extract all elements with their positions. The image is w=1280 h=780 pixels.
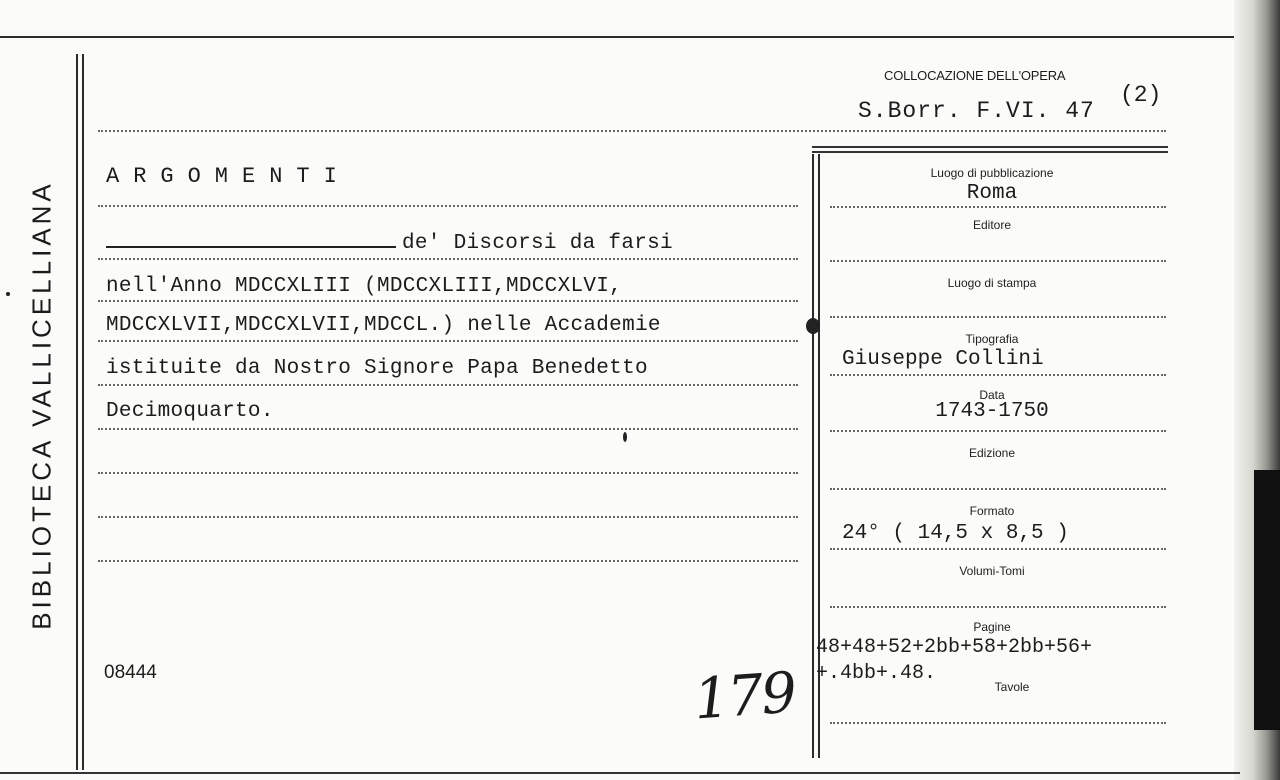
library-name: BIBLIOTECA VALLICELLIANA	[26, 180, 57, 630]
dotted-line	[98, 258, 798, 260]
title-lead-blank	[106, 246, 396, 248]
dotted-line	[98, 340, 798, 342]
data-label: Data	[979, 388, 1005, 402]
dotted-line	[830, 722, 1166, 724]
handwritten-number: 179	[691, 660, 798, 733]
tipografia-value: Giuseppe Collini	[842, 348, 1044, 371]
pagine-value-1: 48+48+52+2bb+58+2bb+56+	[816, 636, 1093, 659]
dotted-line	[98, 428, 798, 430]
dotted-line	[830, 488, 1166, 490]
title-line-3: MDCCXLVII,MDCCXLVII,MDCCL.) nelle Accademie	[106, 314, 661, 337]
dotted-line	[830, 430, 1166, 432]
pagine-value-2: +.4bb+.48.	[816, 662, 937, 685]
formato-value: 24° ( 14,5 x 8,5 )	[842, 522, 1069, 545]
dotted-line	[98, 516, 798, 518]
main-heading: ARGOMENTI	[106, 164, 351, 189]
dotted-line	[98, 472, 798, 474]
card-bottom-edge	[0, 772, 1240, 780]
volumi-label: Volumi-Tomi	[959, 564, 1025, 578]
ink-speck	[623, 432, 627, 442]
dotted-line	[830, 206, 1166, 208]
dotted-line	[830, 606, 1166, 608]
data-value: 1743-1750	[935, 400, 1049, 423]
formato-label: Formato	[969, 504, 1015, 518]
dotted-line	[830, 260, 1166, 262]
ink-speck	[6, 292, 10, 296]
dotted-line	[98, 560, 798, 562]
editore-label: Editore	[972, 218, 1012, 232]
dotted-line	[830, 548, 1166, 550]
tavole-label: Tavole	[994, 680, 1030, 694]
card-top-edge	[0, 0, 1240, 38]
dotted-line	[98, 384, 798, 386]
inventory-number: 08444	[104, 662, 157, 683]
title-line-1	[106, 232, 673, 255]
pagine-label: Pagine	[973, 620, 1011, 634]
title-text-1: de' Discorsi da farsi	[402, 232, 673, 255]
collocation-value: S.Borr. F.VI. 47	[858, 98, 1095, 124]
luogo-pubblicazione-label: Luogo di pubblicazione	[930, 166, 1054, 180]
title-line-4: istituite da Nostro Signore Papa Benedetto	[106, 357, 648, 380]
metadata-panel	[812, 148, 1172, 758]
title-line-2: nell'Anno MDCCXLIII (MDCCXLIII,MDCCXLVI,	[106, 275, 623, 298]
dotted-line	[830, 316, 1166, 318]
collocation-label: COLLOCAZIONE DELL'OPERA	[884, 68, 1066, 83]
left-margin-rule-inner	[82, 54, 84, 770]
title-line-5: Decimoquarto.	[106, 400, 274, 423]
dotted-line	[830, 374, 1166, 376]
edizione-label: Edizione	[968, 446, 1016, 460]
tipografia-label: Tipografia	[965, 332, 1019, 346]
collocation-superscript: (2)	[1120, 82, 1162, 108]
luogo-stampa-label: Luogo di stampa	[947, 276, 1037, 290]
dotted-line	[98, 300, 798, 302]
header-dotted-line	[98, 130, 1166, 132]
card-right-edge	[1234, 0, 1280, 780]
left-margin-rule	[76, 54, 78, 770]
luogo-pubblicazione-value: Roma	[966, 182, 1018, 205]
dotted-line	[98, 205, 798, 207]
ink-blot	[806, 318, 820, 334]
